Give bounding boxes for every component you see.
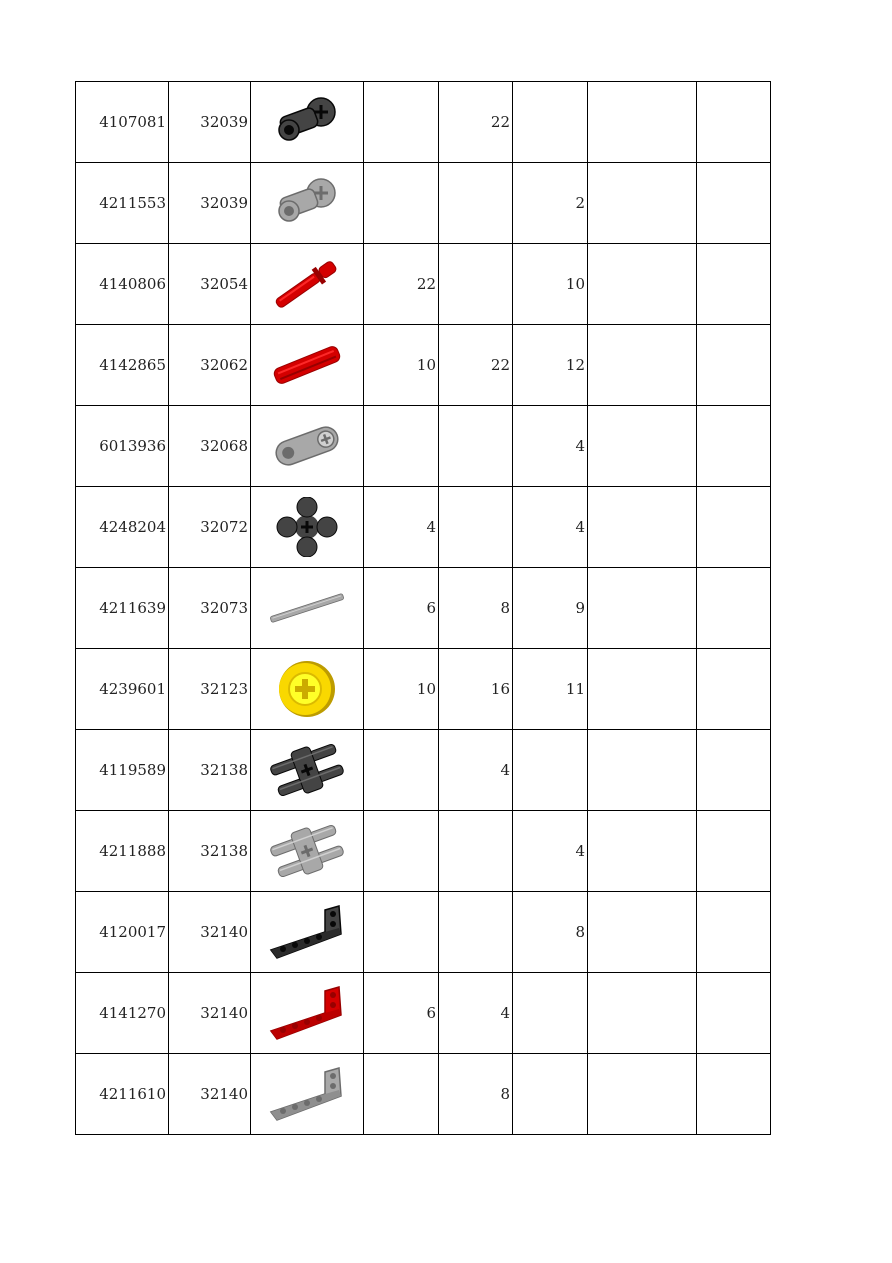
qty-col-1-cell [364,1054,439,1135]
qty-col-3-cell [513,244,588,325]
qty-col-5-cell [697,568,771,649]
qty-col-2-value: 22 [490,356,510,374]
table-row [76,325,771,406]
image [251,82,364,163]
design-id-cell [169,325,251,406]
element-id-cell [76,973,169,1054]
qty-col-2-cell [439,82,513,163]
qty-col-2-cell [439,406,513,487]
design-id-value: 32073 [200,599,248,617]
table-row [76,163,771,244]
element-id-value: 4248204 [99,518,166,536]
element-id-cell [76,892,169,973]
element-id-value: 4211553 [99,194,166,212]
image [251,649,364,730]
qty-col-5-cell [697,973,771,1054]
table-row [76,487,771,568]
design-id-value: 32138 [200,842,248,860]
element-id-value: 4140806 [99,275,166,293]
qty-col-1-cell [364,82,439,163]
qty-col-3-cell [513,406,588,487]
image [251,163,364,244]
qty-col-1-value: 10 [416,356,436,374]
double-pin-icon [267,740,347,800]
double-pin-icon [267,821,347,881]
qty-col-1-cell [364,811,439,892]
qty-col-4-cell [588,244,697,325]
design-id-value: 32068 [200,437,248,455]
qty-col-3-cell [513,892,588,973]
qty-col-1-value: 4 [426,518,436,536]
qty-col-3-cell [513,487,588,568]
table-row [76,244,771,325]
l-beam-icon [267,1064,347,1124]
element-id-value: 4211610 [99,1085,166,1103]
qty-col-5-cell [697,649,771,730]
element-id-cell [76,406,169,487]
qty-col-1-cell [364,325,439,406]
element-id-value: 4211888 [99,842,166,860]
axle-2-notched-icon [267,335,347,395]
qty-col-3-cell [513,325,588,406]
qty-col-2-cell [439,649,513,730]
qty-col-3-cell [513,163,588,244]
design-id-cell [169,811,251,892]
qty-col-1-cell [364,487,439,568]
parts-table-body [76,82,771,1135]
design-id-cell [169,82,251,163]
element-id-cell [76,730,169,811]
qty-col-1-cell [364,892,439,973]
qty-col-5-cell [697,1054,771,1135]
image [251,325,364,406]
table-row [76,973,771,1054]
table-row [76,811,771,892]
qty-col-1-cell [364,568,439,649]
design-id-cell [169,406,251,487]
qty-col-3-cell [513,973,588,1054]
qty-col-3-value: 2 [575,194,585,212]
qty-col-3-value: 10 [565,275,585,293]
l-beam-icon [267,983,347,1043]
qty-col-5-cell [697,892,771,973]
design-id-cell [169,487,251,568]
design-id-cell [169,1054,251,1135]
table-row [76,82,771,163]
qty-col-5-cell [697,82,771,163]
qty-col-3-cell [513,1054,588,1135]
qty-col-2-cell [439,568,513,649]
qty-col-3-cell [513,568,588,649]
element-id-cell [76,568,169,649]
qty-col-1-value: 6 [426,1004,436,1022]
qty-col-2-cell [439,325,513,406]
long-pin-stop-icon [267,254,347,314]
image [251,811,364,892]
element-id-value: 4119589 [99,761,166,779]
axle-5-icon [267,578,347,638]
design-id-cell [169,163,251,244]
parts-table [75,81,771,1135]
qty-col-1-value: 10 [416,680,436,698]
qty-col-5-cell [697,163,771,244]
design-id-value: 32072 [200,518,248,536]
image [251,568,364,649]
design-id-value: 32062 [200,356,248,374]
knob-wheel-icon [267,497,347,557]
qty-col-2-cell [439,487,513,568]
image [251,892,364,973]
qty-col-3-cell [513,730,588,811]
element-id-value: 6013936 [99,437,166,455]
design-id-value: 32039 [200,194,248,212]
qty-col-2-cell [439,163,513,244]
design-id-value: 32140 [200,1085,248,1103]
design-id-value: 32039 [200,113,248,131]
qty-col-2-value: 8 [500,1085,510,1103]
element-id-cell [76,163,169,244]
element-id-value: 4211639 [99,599,166,617]
qty-col-5-cell [697,811,771,892]
qty-col-4-cell [588,649,697,730]
qty-col-2-value: 4 [500,1004,510,1022]
qty-col-3-cell [513,649,588,730]
image [251,406,364,487]
element-id-cell [76,244,169,325]
element-id-value: 4141270 [99,1004,166,1022]
qty-col-1-cell [364,163,439,244]
element-id-cell [76,325,169,406]
image [251,730,364,811]
element-id-cell [76,487,169,568]
qty-col-3-cell [513,811,588,892]
element-id-cell [76,649,169,730]
element-id-cell [76,1054,169,1135]
qty-col-4-cell [588,973,697,1054]
qty-col-4-cell [588,406,697,487]
qty-col-5-cell [697,244,771,325]
half-bush-icon [267,659,347,719]
qty-col-3-value: 8 [575,923,585,941]
qty-col-2-cell [439,892,513,973]
qty-col-2-cell [439,1054,513,1135]
image [251,973,364,1054]
qty-col-1-cell [364,730,439,811]
element-id-value: 4239601 [99,680,166,698]
qty-col-3-value: 9 [575,599,585,617]
design-id-cell [169,892,251,973]
qty-col-1-cell [364,244,439,325]
qty-col-4-cell [588,325,697,406]
element-id-value: 4120017 [99,923,166,941]
axle-joiner-icon [267,416,347,476]
qty-col-2-value: 22 [490,113,510,131]
element-id-value: 4107081 [99,113,166,131]
qty-col-2-value: 4 [500,761,510,779]
qty-col-4-cell [588,82,697,163]
design-id-value: 32123 [200,680,248,698]
qty-col-3-value: 12 [565,356,585,374]
qty-col-2-cell [439,730,513,811]
qty-col-1-value: 6 [426,599,436,617]
design-id-cell [169,568,251,649]
qty-col-3-value: 4 [575,842,585,860]
qty-col-4-cell [588,892,697,973]
design-id-value: 32140 [200,1004,248,1022]
qty-col-4-cell [588,487,697,568]
element-id-value: 4142865 [99,356,166,374]
design-id-value: 32140 [200,923,248,941]
qty-col-3-value: 4 [575,518,585,536]
design-id-cell [169,973,251,1054]
qty-col-3-value: 11 [565,680,585,698]
axle-connector-icon [267,92,347,152]
design-id-value: 32138 [200,761,248,779]
qty-col-5-cell [697,325,771,406]
qty-col-1-value: 22 [416,275,436,293]
qty-col-1-cell [364,649,439,730]
qty-col-2-cell [439,973,513,1054]
design-id-cell [169,730,251,811]
table-row [76,649,771,730]
qty-col-2-value: 8 [500,599,510,617]
qty-col-5-cell [697,487,771,568]
qty-col-4-cell [588,811,697,892]
qty-col-4-cell [588,163,697,244]
l-beam-icon [267,902,347,962]
qty-col-3-value: 4 [575,437,585,455]
table-row [76,730,771,811]
qty-col-2-cell [439,811,513,892]
qty-col-4-cell [588,730,697,811]
qty-col-4-cell [588,568,697,649]
image [251,244,364,325]
axle-connector-icon [267,173,347,233]
qty-col-1-cell [364,973,439,1054]
qty-col-2-cell [439,244,513,325]
image [251,487,364,568]
table-row [76,406,771,487]
qty-col-5-cell [697,406,771,487]
design-id-value: 32054 [200,275,248,293]
table-row [76,1054,771,1135]
table-row [76,892,771,973]
qty-col-3-cell [513,82,588,163]
qty-col-5-cell [697,730,771,811]
table-row [76,568,771,649]
design-id-cell [169,649,251,730]
qty-col-1-cell [364,406,439,487]
design-id-cell [169,244,251,325]
element-id-cell [76,811,169,892]
qty-col-2-value: 16 [490,680,510,698]
qty-col-4-cell [588,1054,697,1135]
image [251,1054,364,1135]
element-id-cell [76,82,169,163]
